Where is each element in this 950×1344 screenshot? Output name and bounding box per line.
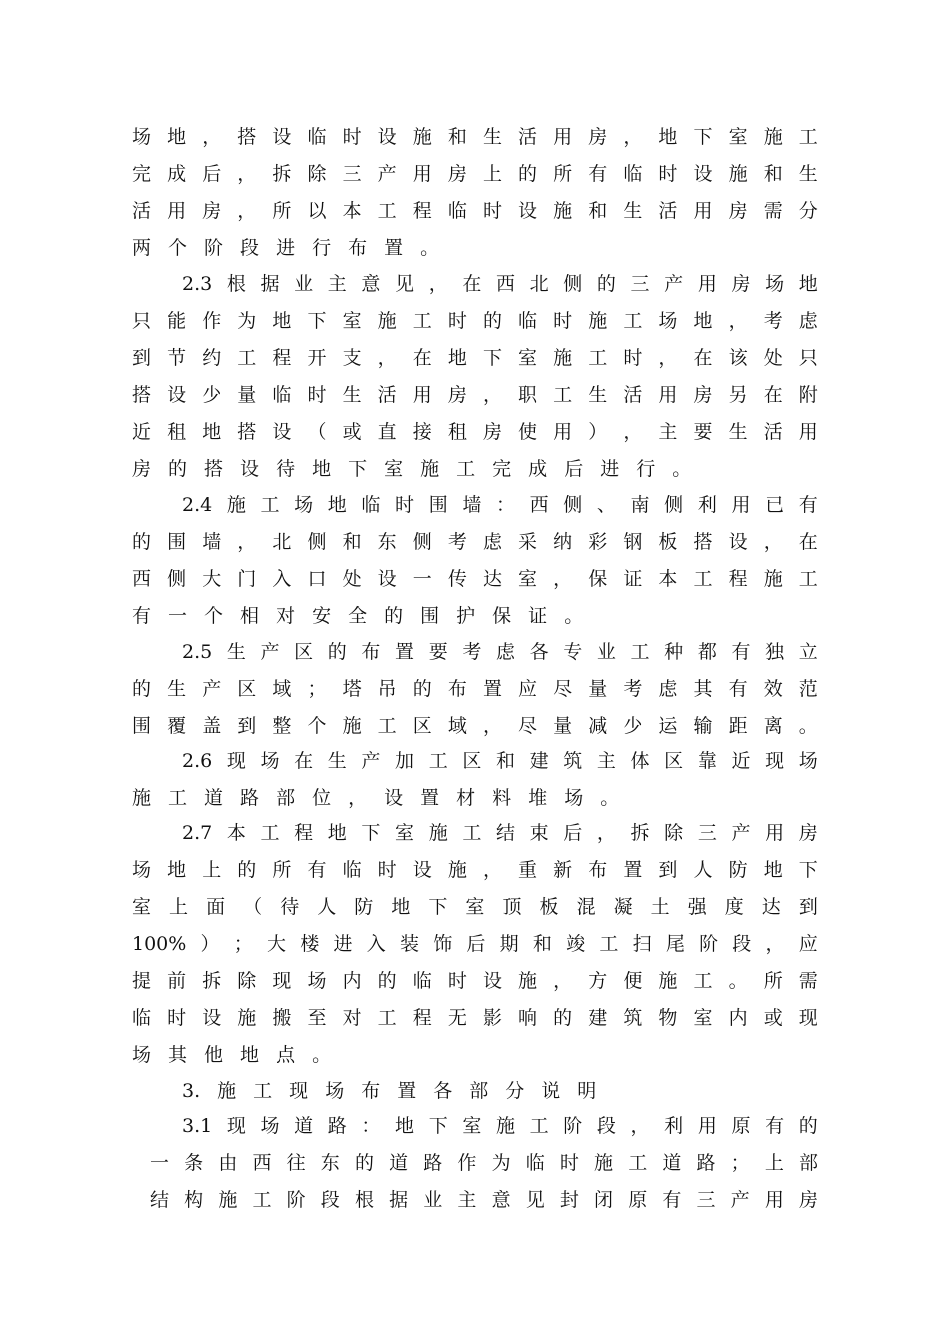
text-line: 提 前 拆 除 现 场 内 的 临 时 设 施 ， 方 便 施 工 。 所 需: [132, 970, 818, 992]
paragraph-start-line: 2.3 根 据 业 主 意 见 ， 在 西 北 侧 的 三 产 用 房 场 地: [182, 273, 818, 295]
paragraph-start-line: 2.6 现 场 在 生 产 加 工 区 和 建 筑 主 体 区 靠 近 现 场: [182, 750, 818, 772]
text-line: 临 时 设 施 搬 至 对 工 程 无 影 响 的 建 筑 物 室 内 或 现: [132, 1007, 818, 1029]
text-line: 有 一 个 相 对 安 全 的 围 护 保 证 。: [132, 605, 584, 627]
paragraph-start-line: 2.4 施 工 场 地 临 时 围 墙 ： 西 侧 、 南 侧 利 用 已 有: [182, 494, 818, 516]
paragraph-start-line: 2.5 生 产 区 的 布 置 要 考 虑 各 专 业 工 种 都 有 独 立: [182, 641, 818, 663]
text-line: 搭 设 少 量 临 时 生 活 用 房 ， 职 工 生 活 用 房 另 在 附: [132, 384, 818, 406]
text-line: 场 地 ， 搭 设 临 时 设 施 和 生 活 用 房 ， 地 下 室 施 工: [132, 126, 818, 148]
text-line: 100% ） ； 大 楼 进 入 装 饰 后 期 和 竣 工 扫 尾 阶 段 ， 应: [132, 933, 818, 955]
text-line: 两 个 阶 段 进 行 布 置 。: [132, 237, 440, 259]
text-line: 活 用 房 ， 所 以 本 工 程 临 时 设 施 和 生 活 用 房 需 分: [132, 200, 818, 222]
text-line: 结 构 施 工 阶 段 根 据 业 主 意 见 封 闭 原 有 三 产 用 房: [150, 1189, 818, 1211]
paragraph-start-line: 2.7 本 工 程 地 下 室 施 工 结 束 后 ， 拆 除 三 产 用 房: [182, 822, 818, 844]
paragraph-start-line: 3.1 现 场 道 路 ： 地 下 室 施 工 阶 段 ， 利 用 原 有 的: [182, 1115, 818, 1137]
text-line: 房 的 搭 设 待 地 下 室 施 工 完 成 后 进 行 。: [132, 458, 692, 480]
text-line: 只 能 作 为 地 下 室 施 工 时 的 临 时 施 工 场 地 ， 考 虑: [132, 310, 818, 332]
text-line: 近 租 地 搭 设 （ 或 直 接 租 房 使 用 ） ， 主 要 生 活 用: [132, 421, 818, 443]
section-heading: 3. 施 工 现 场 布 置 各 部 分 说 明: [182, 1080, 597, 1102]
text-line: 场 地 上 的 所 有 临 时 设 施 ， 重 新 布 置 到 人 防 地 下: [132, 859, 818, 881]
text-line: 完 成 后 ， 拆 除 三 产 用 房 上 的 所 有 临 时 设 施 和 生: [132, 163, 818, 185]
text-line: 到 节 约 工 程 开 支 ， 在 地 下 室 施 工 时 ， 在 该 处 只: [132, 347, 818, 369]
text-line: 的 生 产 区 域 ； 塔 吊 的 布 置 应 尽 量 考 虑 其 有 效 范: [132, 678, 818, 700]
text-line: 的 围 墙 ， 北 侧 和 东 侧 考 虑 采 纳 彩 钢 板 搭 设 ， 在: [132, 531, 818, 553]
text-line: 室 上 面 （ 待 人 防 地 下 室 顶 板 混 凝 土 强 度 达 到: [132, 896, 818, 918]
text-line: 一 条 由 西 往 东 的 道 路 作 为 临 时 施 工 道 路 ； 上 部: [150, 1152, 818, 1174]
text-line: 西 侧 大 门 入 口 处 设 一 传 达 室 ， 保 证 本 工 程 施 工: [132, 568, 818, 590]
text-line: 围 覆 盖 到 整 个 施 工 区 域 ， 尽 量 减 少 运 输 距 离 。: [132, 715, 818, 737]
text-line: 场 其 他 地 点 。: [132, 1044, 332, 1066]
text-line: 施 工 道 路 部 位 ， 设 置 材 料 堆 场 。: [132, 787, 620, 809]
